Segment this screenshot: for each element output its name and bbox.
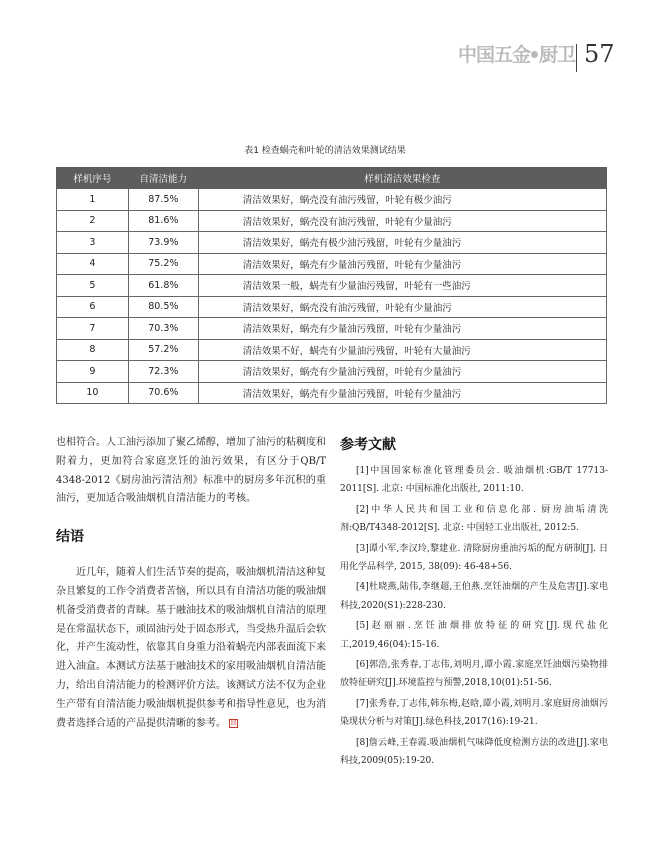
reference-item: [1]中国国家标准化管理委员会. 吸油烟机:GB/T 17713-2011[S]. 北京: 中国标准化出版社, 2011:10. <box>340 466 608 495</box>
table-caption: 表1 检查蜗壳和叶轮的清洁效果测试结果 <box>244 146 406 156</box>
article-end-icon: 回 <box>230 719 237 727</box>
cell-sample-no: 4 <box>57 253 129 275</box>
cell-clean-check: 清洁效果好，蜗壳有少量油污残留，叶轮有少量油污 <box>198 361 606 383</box>
cell-self-clean: 75.2% <box>128 253 198 275</box>
cell-clean-check: 清洁效果好，蜗壳有少量油污残留，叶轮有少量油污 <box>198 318 606 340</box>
cell-self-clean: 80.5% <box>128 296 198 318</box>
logo-dot-icon <box>531 51 538 58</box>
reference-item: [8]詹云峰,王春霞.吸油烟机气味降低度检测方法的改进[J].家电科技,2009(05):19-20. <box>340 737 608 767</box>
conclusion-text: 近几年，随着人们生活节奏的提高，吸油烟机清洁这种复杂且繁复的工作令消费者苦恼，所以具有自清洁功能的吸油烟机备受消费者的青睐。基于融油技术的吸油烟机自清洁的原理是在常温状态下，顽固油污处于固态形式，当受热升温后会软化，并产生流动性，依靠其自身重力沿着蜗壳内部表面流下来进入油盒。本测试方法基于融油技术的家用吸油烟机自清洁能力，给出自清洁能力的检测评价方法。该测试方法不仅为企业生产带有自清洁能力吸油烟机提供参考和指导性意见，也为消费者选择合适的产品提供清晰的参考。 <box>56 567 326 729</box>
cell-clean-check: 清洁效果一般，蜗壳有少量油污残留，叶轮有一些油污 <box>198 275 606 297</box>
table-row <box>57 296 607 318</box>
header-self-clean: 自清洁能力 <box>128 168 198 189</box>
cell-self-clean: 72.3% <box>128 361 198 383</box>
conclusion-heading: 结语 <box>56 529 84 546</box>
cell-clean-check: 清洁效果好，蜗壳有极少油污残留，叶轮有少量油污 <box>198 232 606 254</box>
cell-sample-no: 3 <box>57 232 129 254</box>
table-row <box>57 189 607 211</box>
reference-item: [2]中华人民共和国工业和信息化部. 厨房油垢清洗剂:QB/T4348-2012[S]. 北京: 中国轻工业出版社, 2012:5. <box>340 504 608 534</box>
magazine-logo-text-1: 中国五金 <box>458 44 531 66</box>
cell-sample-no: 6 <box>57 296 129 318</box>
header-sample-no: 样机序号 <box>57 168 129 189</box>
cell-sample-no: 8 <box>57 339 129 361</box>
cell-sample-no: 1 <box>57 189 129 211</box>
body-left-column <box>56 434 326 733</box>
cell-self-clean: 81.6% <box>128 210 198 232</box>
results-table <box>56 167 607 404</box>
intro-paragraph: 也相符合。人工油污添加了聚乙烯醇，增加了油污的粘稠度和附着力，更加符合家庭烹饪的油污效果，有区分于QB/T 4348-2012《厨房油污清洁剂》标准中的厨房多年沉积的重油污，更加适合吸油烟机自清洁能力的考核。 <box>56 437 326 505</box>
table-row <box>57 210 607 232</box>
cell-clean-check: 清洁效果好，蜗壳有少量油污残留，叶轮有少量油污 <box>198 253 606 275</box>
references-heading: 参考文献 <box>340 437 396 453</box>
header-clean-check: 样机清洁效果检查 <box>198 168 606 189</box>
cell-clean-check: 清洁效果不好，蜗壳有少量油污残留，叶轮有大量油污 <box>198 339 606 361</box>
header-divider <box>576 44 577 72</box>
page-number: 57 <box>584 40 615 68</box>
cell-self-clean: 73.9% <box>128 232 198 254</box>
conclusion-paragraph <box>56 564 326 733</box>
cell-sample-no: 9 <box>57 361 129 383</box>
table-row <box>57 382 607 404</box>
reference-item: [4]杜晓燕,陆伟,李继超,王伯燕.烹饪油烟的产生及危害[J].家电科技,2020(S1):228-230. <box>340 582 608 611</box>
table-row <box>57 232 607 254</box>
cell-self-clean: 87.5% <box>128 189 198 211</box>
table-header-row <box>57 168 607 189</box>
cell-clean-check: 清洁效果好，蜗壳有少量油污残留，叶轮有少量油污 <box>198 382 606 404</box>
cell-clean-check: 清洁效果好，蜗壳没有油污残留，叶轮有少量油污 <box>198 296 606 318</box>
cell-self-clean: 70.3% <box>128 318 198 340</box>
cell-sample-no: 10 <box>57 382 129 404</box>
cell-clean-check: 清洁效果好，蜗壳没有油污残留，叶轮有少量油污 <box>198 210 606 232</box>
cell-self-clean: 57.2% <box>128 339 198 361</box>
table-row <box>57 253 607 275</box>
table-row <box>57 339 607 361</box>
references-column <box>340 434 608 773</box>
reference-item: [3]谭小军,李汉玲,黎建业. 清除厨房重油污垢的配方研制[J]. 日用化学品科学, 2015, 38(09): 46-48+56. <box>340 543 608 573</box>
cell-self-clean: 70.6% <box>128 382 198 404</box>
reference-item: [5]赵丽丽.烹饪油烟排放特征的研究[J].现代盐化工,2019,46(04):15-16. <box>340 621 608 650</box>
table-row <box>57 318 607 340</box>
table-row <box>57 361 607 383</box>
table-row <box>57 275 607 297</box>
cell-clean-check: 清洁效果好，蜗壳没有油污残留，叶轮有极少油污 <box>198 189 606 211</box>
magazine-logo <box>458 40 578 70</box>
cell-sample-no: 2 <box>57 210 129 232</box>
reference-item: [6]郭浩,张秀春,丁志伟,刘明月,谭小霞.家庭烹饪油烟污染物排放特征研究[J].环境监控与预警,2018,10(01):51-56. <box>340 660 608 689</box>
magazine-logo-text-2: 厨卫 <box>539 44 576 66</box>
cell-self-clean: 61.8% <box>128 275 198 297</box>
reference-item: [7]张秀春,丁志伟,韩东梅,赵晗,谭小霞,刘明月.家庭厨房油烟污染现状分析与对策[J].绿色科技,2017(16):19-21. <box>340 698 608 728</box>
cell-sample-no: 7 <box>57 318 129 340</box>
cell-sample-no: 5 <box>57 275 129 297</box>
